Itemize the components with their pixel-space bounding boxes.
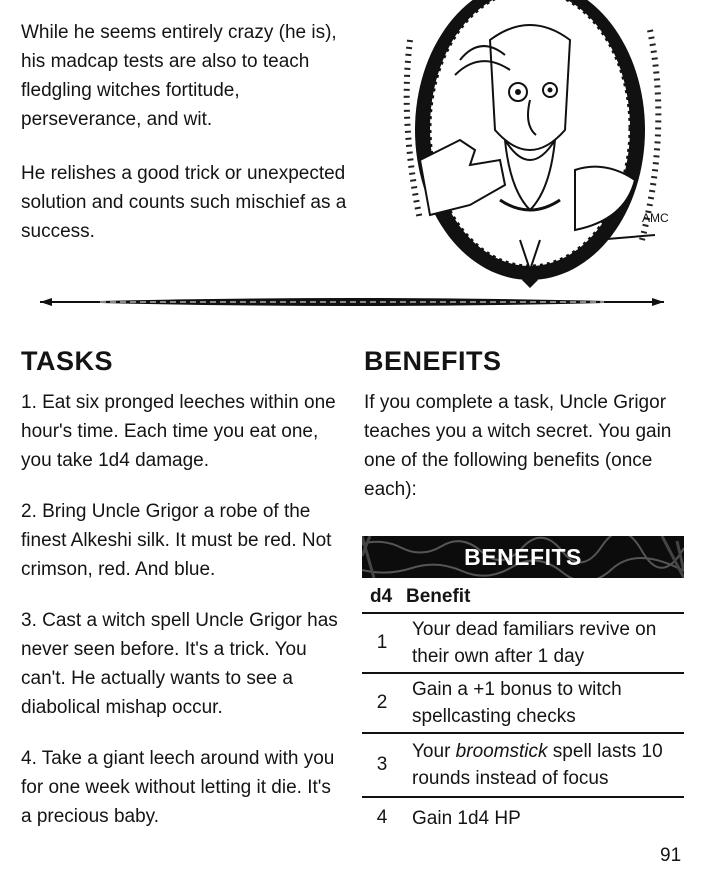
header-d4: d4 [370,586,393,607]
benefits-table [362,582,684,838]
task-item-4: 4. Take a giant leech around with you for one week without letting it die. It's a precious baby. [21,748,335,827]
table-row [362,734,684,798]
table-row [362,614,684,674]
task-item-1: 1. Eat six pronged leeches within one hour's time. Each time you eat one, you take 1d4 damage. [21,392,336,471]
roll-cell: 4 [376,807,388,828]
benefit-text-post: spell lasts 10 rounds instead of focus [412,741,663,789]
roll-cell: 3 [376,754,388,775]
intro-paragraph-1: While he seems entirely crazy (he is), his madcap tests are also to teach fledgling witches fortitude, perseverance, and wit. [21,22,337,130]
benefit-cell: Gain 1d4 HP [412,807,521,829]
table-header [362,582,684,614]
benefit-text-pre: Your [412,741,456,762]
tasks-list [21,388,343,853]
benefits-intro [364,388,674,526]
task-item-3: 3. Cast a witch spell Uncle Grigor has never seen before. It's a trick. You can't. He actually wants to see a diabolical mishap occur. [21,610,338,718]
benefits-heading: BENEFITS [364,346,502,376]
intro-text [21,18,351,271]
table-row [362,674,684,734]
roll-cell: 1 [376,632,388,653]
benefit-cell: Your dead familiars revive on their own after 1 day [412,619,657,667]
intro-paragraph-2: He relishes a good trick or unexpected solution and counts such mischief as a success. [21,163,347,242]
benefits-table-title: BENEFITS [464,544,582,570]
spell-name: broomstick [455,741,548,762]
ornamental-divider [40,292,664,312]
benefits-intro-text: If you complete a task, Uncle Grigor teaches you a witch secret. You gain one of the following benefits (once each): [364,392,672,500]
benefits-table-banner [362,536,684,578]
tasks-heading: TASKS [21,346,114,376]
illustrator-signature: AMC [642,211,669,225]
benefit-cell [406,736,684,794]
benefit-cell: Gain a +1 bonus to witch spellcasting checks [412,679,622,727]
task-item-2: 2. Bring Uncle Grigor a robe of the finest Alkeshi silk. It must be red. Not crimson, red. And blue. [21,501,332,580]
page-number: 91 [660,845,682,866]
header-benefit: Benefit [406,586,471,607]
roll-cell: 2 [376,692,388,713]
uncle-grigor-illustration [380,0,680,290]
table-row [362,798,684,838]
